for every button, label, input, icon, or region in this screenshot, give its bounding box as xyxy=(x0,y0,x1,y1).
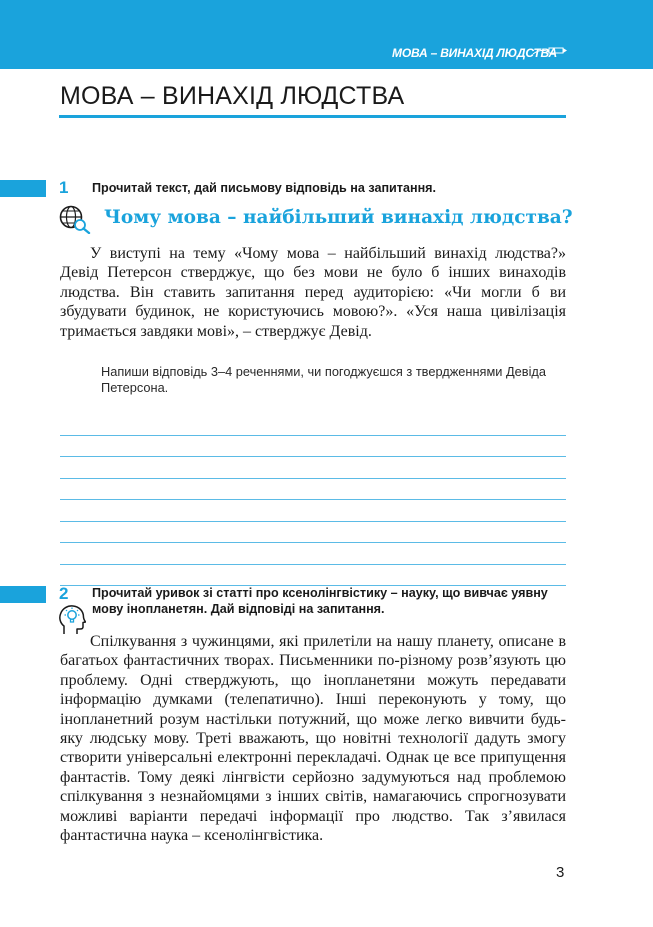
answer-line[interactable] xyxy=(60,522,566,544)
answer-line[interactable] xyxy=(60,414,566,436)
pencil-icon xyxy=(531,46,567,56)
page-title: МОВА – ВИНАХІД ЛЮДСТВА xyxy=(60,82,405,110)
task-2-marker xyxy=(0,586,46,603)
answer-line[interactable] xyxy=(60,479,566,501)
answer-line[interactable] xyxy=(60,457,566,479)
task-1-instruction: Прочитай текст, дай письмову відповідь на запитання. xyxy=(92,181,437,195)
answer-line[interactable] xyxy=(60,500,566,522)
answer-prompt: Напиши відповідь 3–4 реченнями, чи погоджуєшся з твердженнями Девіда Петерсона. xyxy=(101,364,546,395)
task-2-instruction: Прочитай уривок зі статті про ксенолінгвістику – науку, що вивчає уявну мову інопланетян. Дай відповіді на запитання. xyxy=(92,586,548,616)
page-number: 3 xyxy=(556,864,565,881)
task-2-paragraph: Спілкування з чужинцями, які прилетіли на нашу планету, описане в багатьох фантастичних творах. Письменники по-різному розв’язують цю проблему. Одні стверджують, що інопланетяни можуть передавати інформацію думками (телепатично). Інші переконують у тому, що інопланетний розум настільки потужний, що може легко вивчити будь-яку людську мову. Треті вважають, що новітні технології дадуть змогу створити універсальні електронні перекладачі. Однак це все припущення фантастів. Тому деякі лінгвісти серйозно задумуються над проблемою спілкування з незнайомцями з інших світів, намагаючись спрогнозувати можливі варіанти передачі інформації про людство. Так з’явилася фантастична наука – ксенолінгвістика. xyxy=(60,633,566,845)
globe-magnifier-icon xyxy=(58,204,92,234)
answer-line[interactable] xyxy=(60,436,566,458)
answer-line[interactable] xyxy=(60,565,566,587)
task-1-heading: Чому мова – найбільший винахід людства? xyxy=(104,207,573,228)
task-1-paragraph: У виступі на тему «Чому мова – найбільший винахід людства?» Девід Петерсон стверджує, що без мови не було б інших винаходів людства. Він ставить запитання перед аудиторією: «Чи могли б ви збудувати будинок, не користуючись мовою?». «Уся наша цивілізація тримається завдяки мові», – стверджує Девід. xyxy=(60,245,566,340)
task-2-number: 2 xyxy=(59,584,69,603)
task-1-number: 1 xyxy=(59,178,69,197)
answer-lines[interactable] xyxy=(60,414,566,586)
title-divider xyxy=(59,115,566,118)
answer-line[interactable] xyxy=(60,543,566,565)
running-title: МОВА – ВИНАХІД ЛЮДСТВА xyxy=(392,46,557,60)
task-1-marker xyxy=(0,180,46,197)
